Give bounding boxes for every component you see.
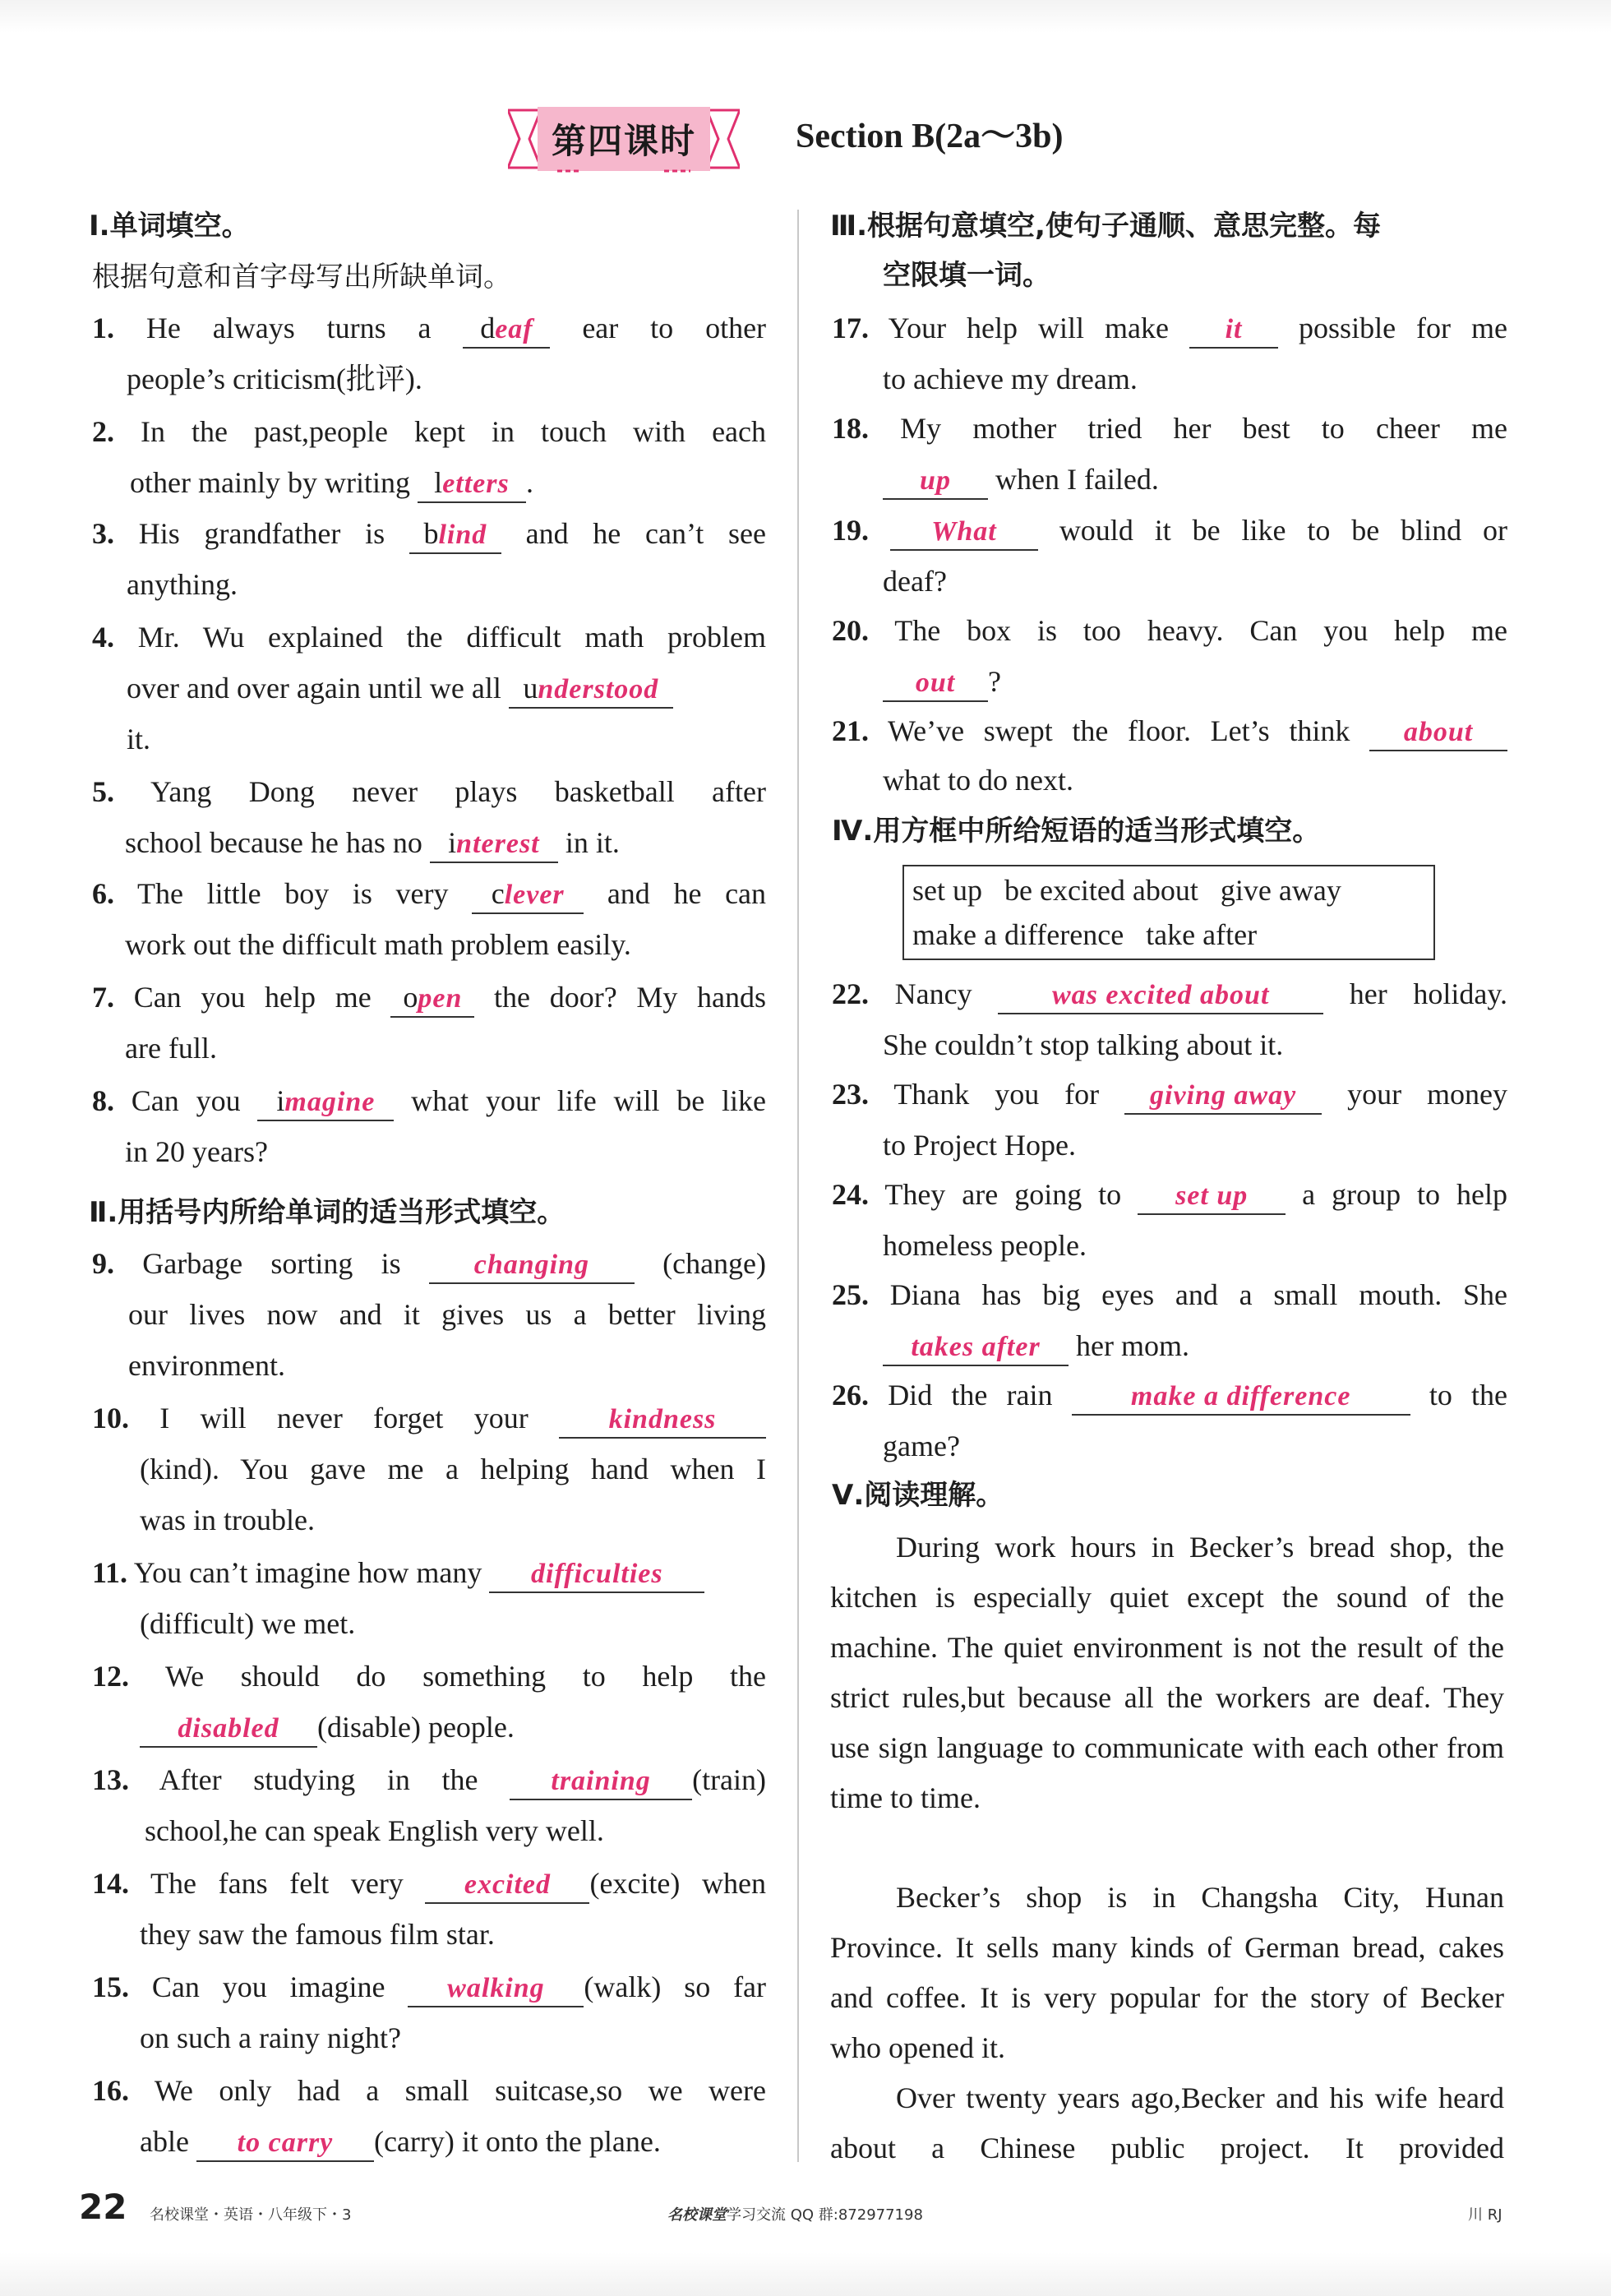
reading-paragraph-3: Over twenty years ago,Becker and his wife heard about a Chinese public project. It provided <box>830 2081 1504 2164</box>
answer-blank: training <box>510 1761 692 1800</box>
question-26-cont: game? <box>883 1430 960 1462</box>
edition-label: 川 RJ <box>1468 2206 1503 2224</box>
question-10-cont: (kind). You gave me a helping hand when I <box>140 1453 766 1485</box>
phrase-box <box>902 865 1435 960</box>
column-divider <box>797 210 799 2162</box>
question-23-cont: to Project Hope. <box>883 1129 1076 1162</box>
answer-blank: open <box>390 978 474 1018</box>
lesson-badge <box>508 105 740 173</box>
question-13: 13. After studying in the training (train) <box>92 1758 766 1802</box>
answer-blank: difficulties <box>489 1554 704 1593</box>
answer-blank: changing <box>429 1245 635 1284</box>
question-20-cont: out ? <box>883 659 1001 704</box>
answer-blank: out <box>883 663 988 702</box>
lesson-badge-text: 第四课时 <box>551 121 696 161</box>
part1-instruction: 根据句意和首字母写出所缺单词。 <box>92 261 511 293</box>
answer-blank: disabled <box>140 1708 317 1748</box>
question-11-cont: (difficult) we met. <box>140 1607 356 1640</box>
question-9-cont2: environment. <box>128 1349 285 1382</box>
question-25-cont: takes after her mom. <box>883 1324 1189 1368</box>
part4-heading: Ⅳ.用方框中所给短语的适当形式填空。 <box>832 815 1321 848</box>
question-4: 4. Mr. Wu explained the difficult math problem <box>92 621 766 654</box>
part5-heading: Ⅴ.阅读理解。 <box>832 1479 1004 1512</box>
question-10: 10. I will never forget your kindness <box>92 1396 766 1440</box>
question-15: 15. Can you imagine walking (walk) so far <box>92 1965 766 2009</box>
answer-blank: kindness <box>559 1399 766 1439</box>
answer-blank: was excited about <box>998 975 1323 1014</box>
question-1: 1. He always turns a deaf ear to other <box>92 306 766 350</box>
question-26: 26. Did the rain make a difference to the <box>832 1373 1507 1417</box>
question-15-cont: on such a rainy night? <box>140 2021 401 2054</box>
answer-blank: it <box>1189 309 1278 349</box>
question-25: 25. Diana has big eyes and a small mouth. She <box>832 1278 1507 1311</box>
question-14: 14. The fans felt very excited (excite) when <box>92 1861 766 1906</box>
question-2-cont: other mainly by writing letters . <box>130 460 533 505</box>
question-24-cont: homeless people. <box>883 1229 1087 1262</box>
question-18-cont: up when I failed. <box>883 457 1159 501</box>
question-22: 22. Nancy was excited about her holiday. <box>832 972 1507 1016</box>
answer-blank: imagine <box>257 1082 394 1121</box>
page-number: 22 <box>79 2187 127 2227</box>
question-9-cont: our lives now and it gives us a better living <box>128 1298 766 1331</box>
answer-blank: interest <box>430 824 558 863</box>
question-10-cont2: was in trouble. <box>140 1504 315 1536</box>
answer-blank: takes after <box>883 1327 1069 1366</box>
question-4-cont2: it. <box>127 723 151 755</box>
question-7-cont: are full. <box>125 1032 217 1065</box>
answer-blank: set up <box>1138 1176 1286 1215</box>
answer-blank: up <box>883 460 988 500</box>
reading-paragraph-2: Becker’s shop is in Changsha City, Hunan Province. It sells many kinds of German bread, cakes and coffee. It is very popular for the story of Becker who opened it. <box>830 1881 1504 2064</box>
phrase-box-line-2: make a difference take after <box>912 918 1258 951</box>
answer-blank: understood <box>509 669 673 709</box>
answer-blank: clever <box>472 875 584 914</box>
question-20: 20. The box is too heavy. Can you help me <box>832 614 1507 647</box>
question-19: 19. What would it be like to be blind or <box>832 508 1507 552</box>
question-9: 9. Garbage sorting is changing (change) <box>92 1241 766 1286</box>
question-1-cont: people’s criticism(批评). <box>127 363 422 395</box>
reading-paragraph-1: During work hours in Becker’s bread shop, the kitchen is especially quiet except the sound of the machine. The quiet environment is not the result of the strict rules,but because all the workers are deaf. They use sign language to communicate with each other from time to time. <box>830 1531 1504 1814</box>
question-7: 7. Can you help me open the door? My hands <box>92 975 766 1019</box>
question-13-cont: school,he can speak English very well. <box>145 1814 604 1847</box>
question-5: 5. Yang Dong never plays basketball after <box>92 775 766 808</box>
question-11: 11. You can’t imagine how many difficulties <box>92 1550 704 1595</box>
question-2: 2. In the past,people kept in touch with each <box>92 415 766 448</box>
qq-group-info: 名校课堂学习交流 QQ 群:872977198 <box>667 2206 923 2224</box>
question-3-cont: anything. <box>127 568 238 601</box>
question-14-cont: they saw the famous film star. <box>140 1918 495 1951</box>
question-21: 21. We’ve swept the floor. Let’s think about <box>832 709 1507 753</box>
book-info: 名校课堂・英语・八年级下・3 <box>150 2206 352 2224</box>
question-21-cont: what to do next. <box>883 764 1073 797</box>
part1-heading: Ⅰ.单词填空。 <box>89 210 250 243</box>
question-3: 3. His grandfather is blind and he can’t see <box>92 511 766 556</box>
question-6-cont: work out the difficult math problem easily. <box>125 928 631 961</box>
question-17: 17. Your help will make it possible for me <box>832 306 1507 350</box>
answer-blank: deaf <box>463 309 550 349</box>
question-12: 12. We should do something to help the <box>92 1660 766 1693</box>
question-24: 24. They are going to set up a group to help <box>832 1172 1507 1217</box>
question-23: 23. Thank you for giving away your money <box>832 1072 1507 1116</box>
question-17-cont: to achieve my dream. <box>883 363 1138 395</box>
part3-heading: Ⅲ.根据句意填空,使句子通顺、意思完整。每 <box>830 210 1381 243</box>
question-4-cont: over and over again until we all understood <box>127 666 673 710</box>
answer-blank: make a difference <box>1072 1376 1410 1416</box>
answer-blank: blind <box>409 515 501 554</box>
answer-blank: giving away <box>1124 1075 1322 1115</box>
answer-blank: excited <box>425 1864 589 1904</box>
question-16: 16. We only had a small suitcase,so we were <box>92 2074 766 2107</box>
question-5-cont: school because he has no interest in it. <box>125 820 620 865</box>
qq-brand-logo: 名校课堂 <box>667 2206 727 2224</box>
answer-blank: What <box>890 511 1038 551</box>
question-8: 8. Can you imagine what your life will be like <box>92 1079 766 1123</box>
question-16-cont: able to carry (carry) it onto the plane. <box>140 2119 661 2164</box>
answer-blank: about <box>1369 712 1507 751</box>
answer-blank: walking <box>408 1968 584 2007</box>
answer-blank: to carry <box>196 2123 374 2162</box>
phrase-box-line-1: set up be excited about give away <box>912 874 1341 907</box>
part2-heading: Ⅱ.用括号内所给单词的适当形式填空。 <box>89 1196 565 1229</box>
question-18: 18. My mother tried her best to cheer me <box>832 412 1507 445</box>
question-22-cont: She couldn’t stop talking about it. <box>883 1028 1284 1061</box>
question-12-cont: disabled (disable) people. <box>140 1705 515 1749</box>
question-8-cont: in 20 years? <box>125 1135 268 1168</box>
question-6: 6. The little boy is very clever and he can <box>92 871 766 916</box>
section-title: Section B(2a～3b) <box>796 118 1064 155</box>
answer-blank: letters <box>418 464 526 503</box>
part3-heading-cont: 空限填一词。 <box>883 259 1050 292</box>
question-19-cont: deaf? <box>883 565 947 598</box>
